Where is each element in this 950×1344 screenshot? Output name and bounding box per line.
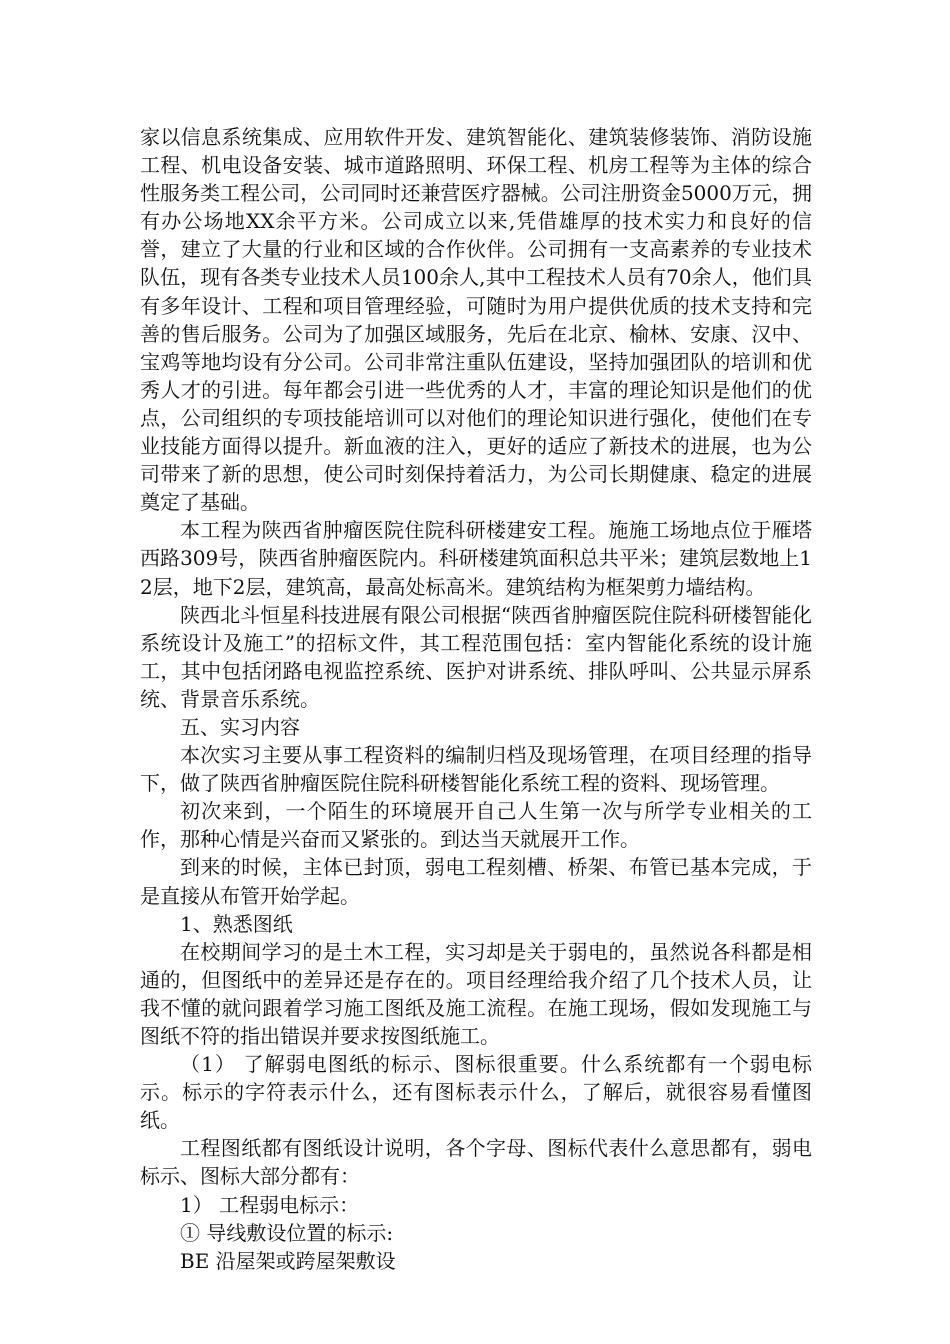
list-item-wiring-position-symbols: ① 导线敷设位置的标示: [180, 1220, 394, 1245]
paragraph-internship-duties: 本次实习主要从事工程资料的编制归档及现场管理，在项目经理的指导下，做了陕西省肿瘤医院住院科研楼智能化系统工程的资料、现场管理。 [140, 743, 812, 796]
paragraph-drawing-study: 在校期间学习的是土木工程，实习却是关于弱电的，虽然说各科都是相通的，但图纸中的差异还是存在的。项目经理给我介绍了几个技术人员，让我不懂的就问跟着学习施工图纸及施工流程。在施工现场，假如发现施工与图纸不符的指出错误并要求按图纸施工。 [140, 939, 812, 1048]
list-item-be-symbol: BE 沿屋架或跨屋架敷设 [180, 1248, 396, 1273]
paragraph-company-intro: 家以信息系统集成、应用软件开发、建筑智能化、建筑装修装饰、消防设施工程、机电设备安装、城市道路照明、环保工程、机房工程等为主体的综合性服务类工程公司，公司同时还兼营医疗器械。公司注册资金5000万元，拥有办公场地XX余平方米。公司成立以来,凭借雄厚的技术实力和良好的信誉，建立了大量的行业和区域的合作伙伴。公司拥有一支高素养的专业技术队伍，现有各类专业技术人员100余人,其中工程技术人员有70余人，他们具有多年设计、工程和项目管理经验，可随时为用户提供优质的技术支持和完善的售后服务。公司为了加强区域服务，先后在北京、榆林、安康、汉中、宝鸡等地均设有分公司。公司非常注重队伍建设，坚持加强团队的培训和优秀人才的引进。每年都会引进一些优秀的人才，丰富的理论知识是他们的优点，公司组织的专项技能培训可以对他们的理论知识进行强化，使他们在专业技能方面得以提升。新血液的注入，更好的适应了新技术的进展，也为公司带来了新的思想，使公司时刻保持着活力，为公司长期健康、稳定的进展奠定了基础。 [140, 125, 812, 515]
document-body [140, 123, 812, 1275]
paragraph-project-overview: 本工程为陕西省肿瘤医院住院科研楼建安工程。施施工场地点位于雁塔西路309号，陕西省肿瘤医院内。科研楼建筑面积总共平米；建筑层数地上12层，地下2层，建筑高，最高处标高米。建筑结构为框架剪力墙结构。 [140, 518, 812, 599]
paragraph-symbols-importance: （1） 了解弱电图纸的标示、图标很重要。什么系统都有一个弱电标示。标示的字符表示什么，还有图标表示什么，了解后，就很容易看懂图纸。 [140, 1052, 812, 1133]
paragraph-design-notes: 工程图纸都有图纸设计说明，各个字母、图标代表什么意思都有，弱电标示、图标大部分都有： [140, 1136, 812, 1189]
section-heading-internship-content: 五、实习内容 [180, 714, 300, 739]
subheading-familiarize-drawings: 1、熟悉图纸 [180, 911, 293, 936]
paragraph-project-scope: 陕西北斗恒星科技进展有限公司根据“陕西省肿瘤医院住院科研楼智能化系统设计及施工”的招标文件，其工程范围包括：室内智能化系统的设计施工，其中包括闭路电视监控系统、医护对讲系统、排队呼叫、公共显示屏系统、背景音乐系统。 [140, 602, 812, 711]
list-item-weak-current-symbols: 1） 工程弱电标示： [180, 1192, 360, 1217]
paragraph-first-arrival: 初次来到，一个陌生的环境展开自己人生第一次与所学专业相关的工作，那种心情是兴奋而又紧张的。到达当天就展开工作。 [140, 799, 812, 852]
paragraph-site-status: 到来的时候，主体已封顶，弱电工程刻槽、桥架、布管已基本完成，于是直接从布管开始学起。 [140, 855, 812, 908]
